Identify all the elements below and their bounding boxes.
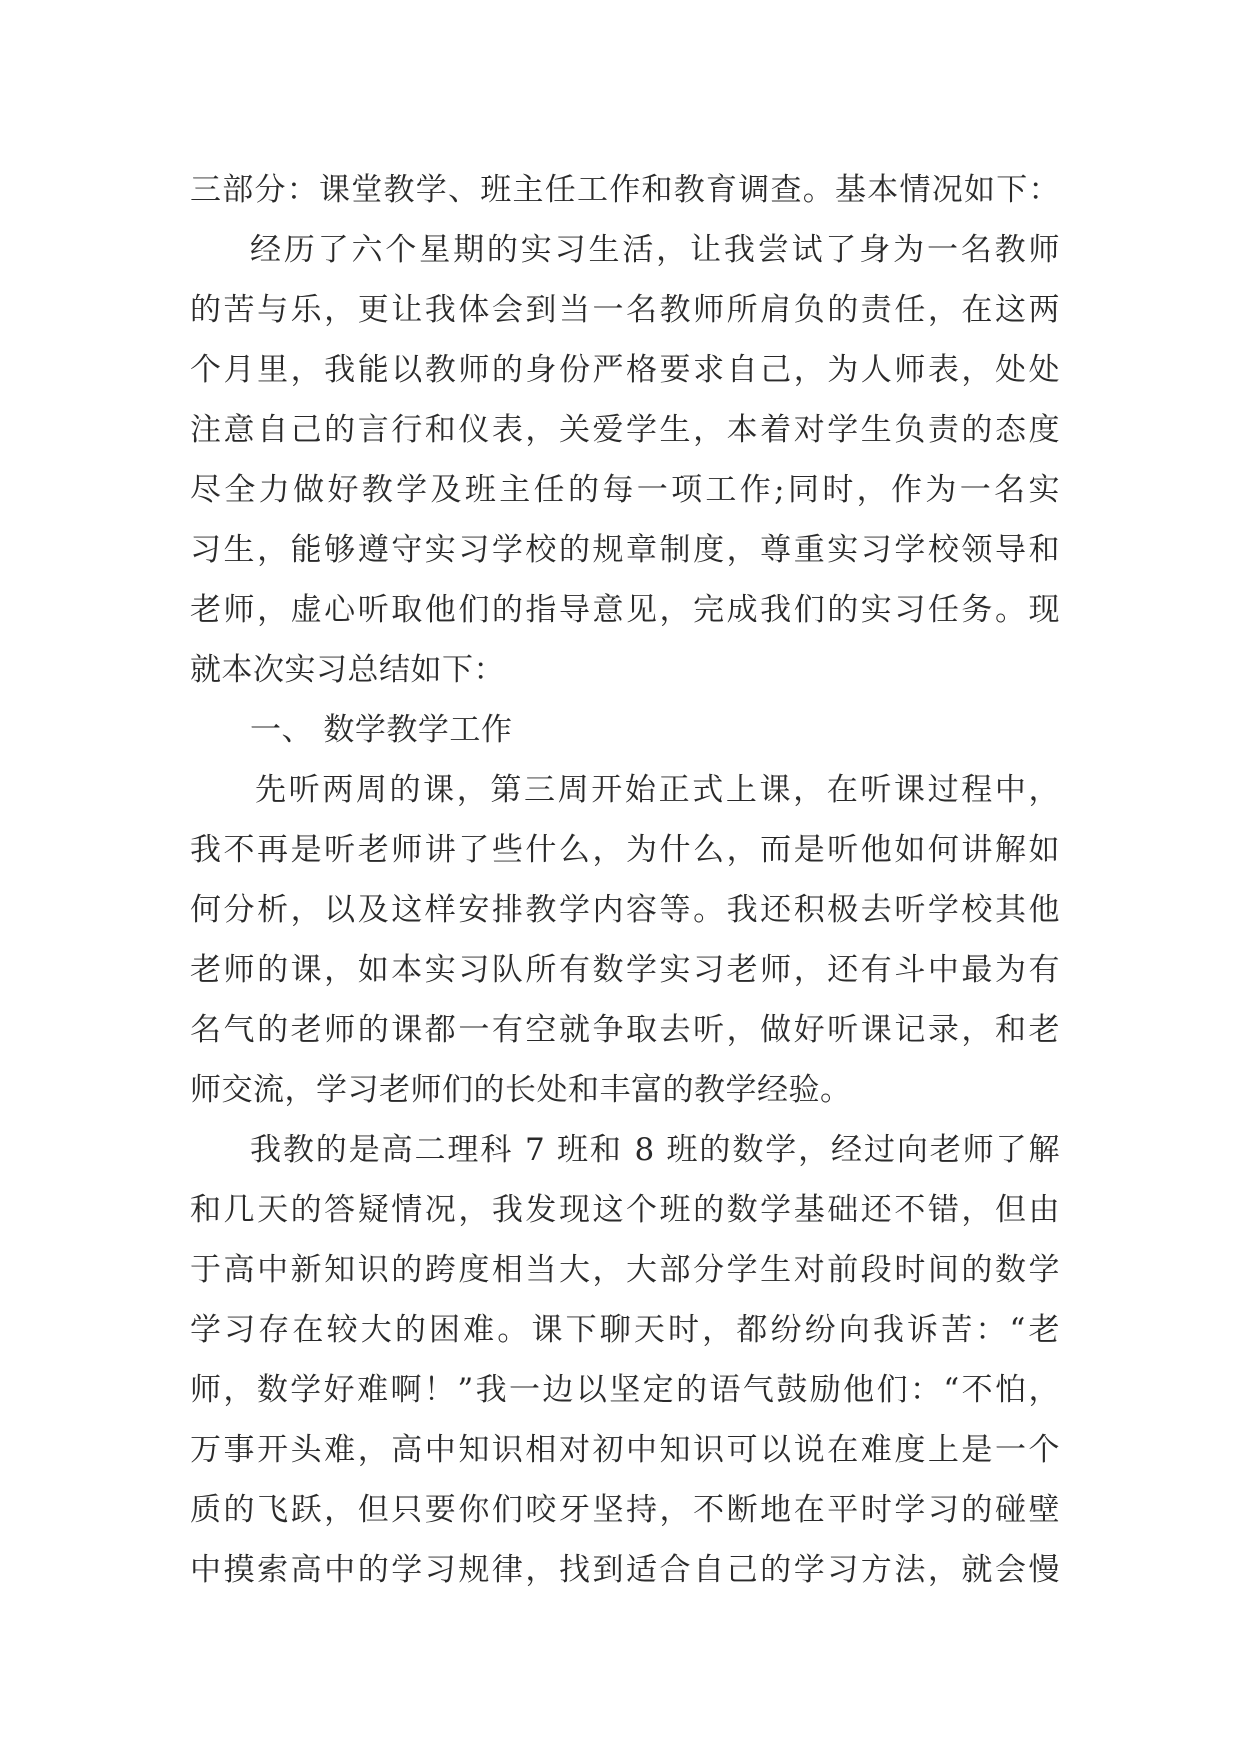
text-line: 三部分：课堂教学、班主任工作和教育调查。基本情况如下： [190,172,1060,208]
text-line: 名气的老师的课都一有空就争取去听，做好听课记录，和老 [190,1012,1060,1048]
paragraph-start-line: 先听两周的课，第三周开始正式上课，在听课过程中， [255,772,1060,808]
text-line: 万事开头难，高中知识相对初中知识可以说在难度上是一个 [190,1432,1060,1468]
text-line: 质的飞跃，但只要你们咬牙坚持，不断地在平时学习的碰壁 [190,1492,1060,1528]
paragraph-start-line: 我教的是高二理科 7 班和 8 班的数学，经过向老师了解 [250,1132,1060,1168]
text-line: 我不再是听老师讲了些什么，为什么，而是听他如何讲解如 [190,832,1060,868]
text-line: 中摸索高中的学习规律，找到适合自己的学习方法，就会慢 [190,1552,1060,1588]
text-line: 老师，虚心听取他们的指导意见，完成我们的实习任务。现 [190,592,1060,628]
text-line: 师交流，学习老师们的长处和丰富的教学经验。 [190,1072,852,1108]
text-line: 就本次实习总结如下： [190,652,505,688]
text-line: 老师的课，如本实习队所有数学实习老师，还有斗中最为有 [190,952,1060,988]
text-line: 师，数学好难啊！”我一边以坚定的语气鼓励他们：“不怕， [190,1372,1060,1408]
section-heading: 一、 数学教学工作 [250,712,513,748]
text-line: 的苦与乐，更让我体会到当一名教师所肩负的责任，在这两 [190,292,1060,328]
text-line: 尽全力做好教学及班主任的每一项工作;同时，作为一名实 [190,472,1060,508]
paragraph-start-line: 经历了六个星期的实习生活，让我尝试了身为一名教师 [250,232,1060,268]
text-line: 于高中新知识的跨度相当大，大部分学生对前段时间的数学 [190,1252,1060,1288]
text-line: 个月里，我能以教师的身份严格要求自己，为人师表，处处 [190,352,1060,388]
text-line: 何分析，以及这样安排教学内容等。我还积极去听学校其他 [190,892,1060,928]
text-line: 习生，能够遵守实习学校的规章制度，尊重实习学校领导和 [190,532,1060,568]
text-line: 注意自己的言行和仪表，关爱学生，本着对学生负责的态度 [190,412,1060,448]
text-line: 学习存在较大的困难。课下聊天时，都纷纷向我诉苦：“老 [190,1312,1060,1348]
text-line: 和几天的答疑情况，我发现这个班的数学基础还不错，但由 [190,1192,1060,1228]
